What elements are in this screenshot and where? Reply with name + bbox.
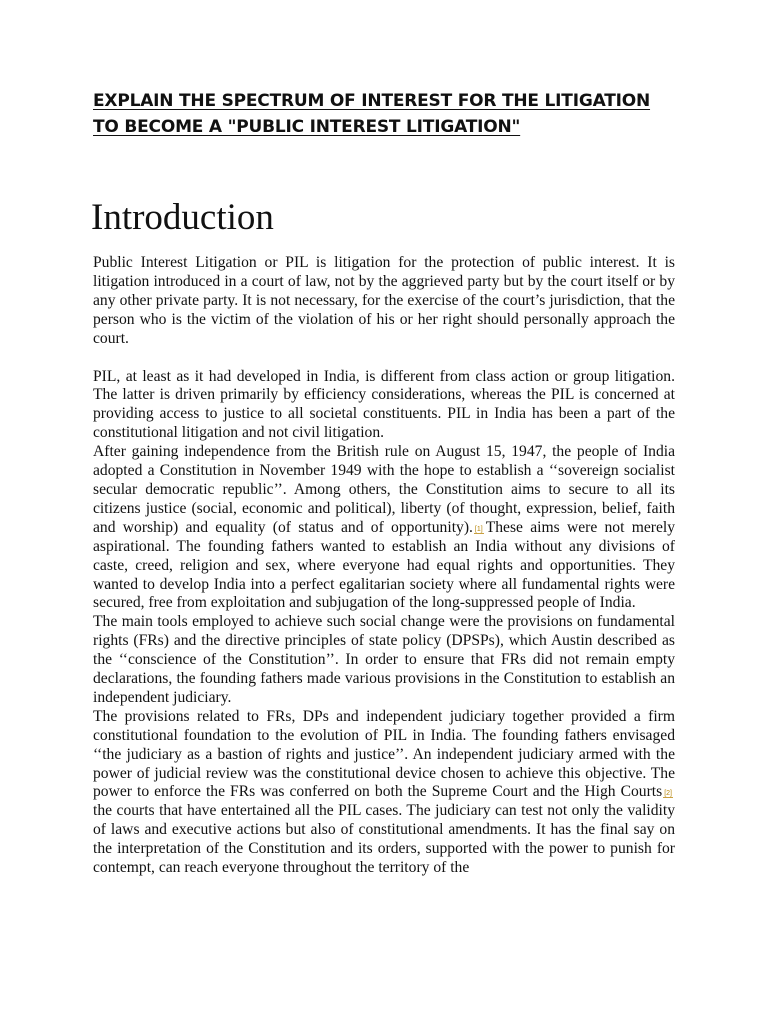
paragraph-pil-india: PIL, at least as it had developed in India, is different from class action or group litigation. The latter is driven primarily by efficiency considerations, whereas the PIL is concerned at providing access to justice to all societal constituents. PIL in India has been a part of the constitutional litigation and not civil litigation. xyxy=(93,367,675,442)
paragraph-pil-definition: Public Interest Litigation or PIL is litigation for the protection of public interest. It is litigation introduced in a court of law, not by the aggrieved party but by the court itself or by any other private party. It is not necessary, for the exercise of the court’s jurisdiction, that the person who is the victim of the violation of his or her right should personally approach the court. xyxy=(93,254,675,347)
paragraph-provisions xyxy=(93,708,675,878)
section-heading-introduction: Introduction xyxy=(91,197,274,238)
document-title xyxy=(93,88,675,140)
paragraph-independence-text-a: After gaining independence from the British rule on August 15, 1947, the people of India adopted a Constitution in November 1949 with the hope to establish a ‘‘sovereign socialist secular democratic republic’’. Among others, the Constitution aims to secure to all its citizens justice (social, economic and political), liberty (of thought, expression, belief, faith and worship) and equality (of status and of opportunity). xyxy=(93,443,675,536)
footnote-link-2[interactable]: [2] xyxy=(664,790,672,798)
document-body xyxy=(93,254,675,878)
paragraph-provisions-text-b: the courts that have entertained all the PIL cases. The judiciary can test not only the validity of laws and executive actions but also of constitutional amendments. It has the final say on the interpretation of the Constitution and its orders, supported with the power to punish for contempt, can reach everyone throughout the territory of the xyxy=(93,802,675,877)
footnote-link-1[interactable]: [1] xyxy=(474,525,483,533)
paragraph-independence-text-b: These aims were not merely aspirational. The founding fathers wanted to establish an India without any divisions of caste, creed, religion and sex, where everyone had equal rights and opportunities. They wanted to develop India into a perfect egalitarian society where all fundamental rights were secured, free from exploitation and subjugation of the long-suppressed people of India. xyxy=(93,518,675,612)
document-title-line-1: EXPLAIN THE SPECTRUM OF INTEREST FOR THE LITIGATION xyxy=(93,91,651,111)
paragraph-main-tools: The main tools employed to achieve such social change were the provisions on fundamental rights (FRs) and the directive principles of state policy (DPSPs), which Austin described as the ‘‘conscience of the Constitution’’. In order to ensure that FRs did not remain empty declarations, the founding fathers made various provisions in the Constitution to establish an independent judiciary. xyxy=(93,613,675,706)
paragraph-provisions-text-a: The provisions related to FRs, DPs and independent judiciary together provided a firm constitutional foundation to the evolution of PIL in India. The founding fathers envisaged ‘‘the judiciary as a bastion of rights and justice’’. An independent judiciary armed with the power of judicial review was the constitutional device chosen to achieve this objective. The power to enforce the FRs was conferred on both the Supreme Court and the High Courts xyxy=(93,707,675,801)
document-title-line-2: TO BECOME A "PUBLIC INTEREST LITIGATION" xyxy=(93,117,521,137)
document-page xyxy=(91,88,675,877)
paragraph-independence xyxy=(93,443,675,613)
